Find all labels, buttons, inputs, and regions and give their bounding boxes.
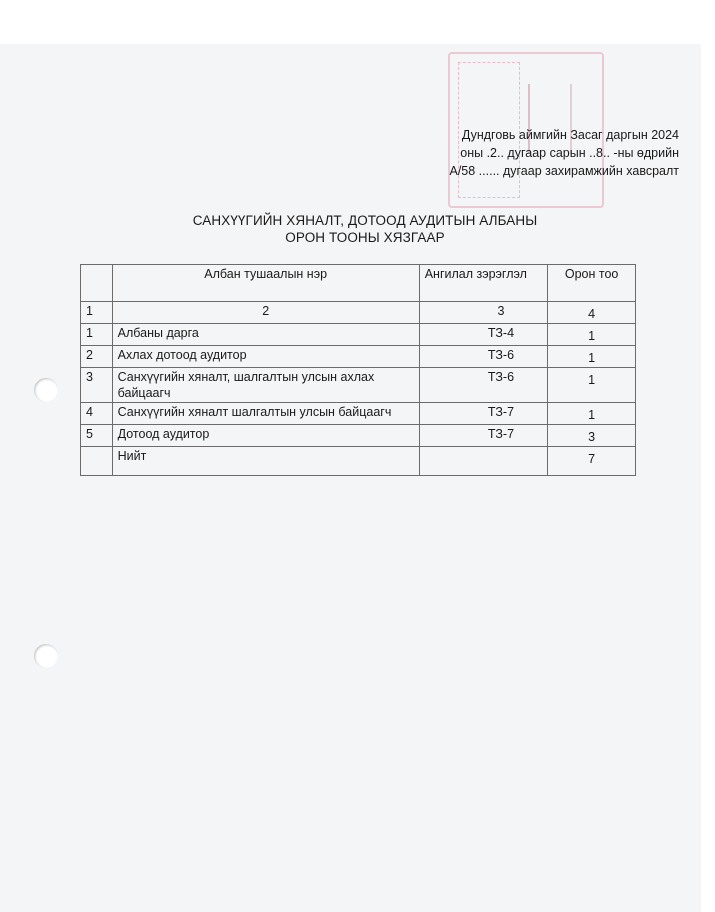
annex-line-3: А/58 ...... дугаар захирамжийн хавсралт	[449, 164, 679, 178]
page-top-margin	[0, 0, 715, 44]
annex-line-2: оны .2.. дугаар сарын ..8.. -ны өдрийн	[460, 146, 679, 160]
annex-line-1: Дундговь аймгийн Засаг даргын 2024	[461, 128, 679, 142]
row-count: 1	[548, 368, 636, 403]
row-count: 1	[548, 403, 636, 425]
table-total-row	[81, 447, 636, 476]
row-grade: ТЗ-4	[419, 324, 548, 346]
staff-limit-table	[80, 264, 636, 476]
row-no: 3	[81, 368, 113, 403]
table-header-row	[81, 265, 636, 302]
row-no: 4	[81, 403, 113, 425]
annex-note	[379, 126, 679, 180]
row-position-name: Албаны дарга	[112, 324, 419, 346]
header-no	[81, 265, 113, 302]
index-cell: 3	[419, 302, 548, 324]
punch-hole-lower	[34, 644, 58, 668]
header-grade: Ангилал зэрэглэл	[419, 265, 548, 302]
total-no	[81, 447, 113, 476]
page-right-edge	[701, 0, 715, 912]
row-count: 1	[548, 346, 636, 368]
total-count: 7	[548, 447, 636, 476]
row-position-name: Санхүүгийн хяналт шалгалтын улсын байцаагч	[112, 403, 419, 425]
table-row	[81, 368, 636, 403]
row-no: 5	[81, 425, 113, 447]
total-grade	[419, 447, 548, 476]
row-grade: ТЗ-7	[419, 403, 548, 425]
index-cell: 2	[112, 302, 419, 324]
row-position-name: Ахлах дотоод аудитор	[112, 346, 419, 368]
table-row	[81, 324, 636, 346]
index-cell: 1	[81, 302, 113, 324]
index-cell: 4	[548, 302, 636, 324]
document-title	[160, 212, 570, 246]
row-count: 1	[548, 324, 636, 346]
row-position-name: Санхүүгийн хяналт, шалгалтын улсын ахлах байцаагч	[112, 368, 419, 403]
row-grade: ТЗ-6	[419, 368, 548, 403]
table-index-row	[81, 302, 636, 324]
table-row	[81, 346, 636, 368]
table-row	[81, 425, 636, 447]
row-count: 3	[548, 425, 636, 447]
total-label: Нийт	[112, 447, 419, 476]
row-grade: ТЗ-7	[419, 425, 548, 447]
title-line-1: САНХҮҮГИЙН ХЯНАЛТ, ДОТООД АУДИТЫН АЛБАНЫ	[192, 213, 538, 228]
header-position-name: Албан тушаалын нэр	[112, 265, 419, 302]
row-no: 1	[81, 324, 113, 346]
title-line-2: ОРОН ТООНЫ ХЯЗГААР	[285, 230, 445, 245]
row-position-name: Дотоод аудитор	[112, 425, 419, 447]
header-count: Орон тоо	[548, 265, 636, 302]
punch-hole-upper	[34, 378, 58, 402]
table-row	[81, 403, 636, 425]
row-no: 2	[81, 346, 113, 368]
row-grade: ТЗ-6	[419, 346, 548, 368]
